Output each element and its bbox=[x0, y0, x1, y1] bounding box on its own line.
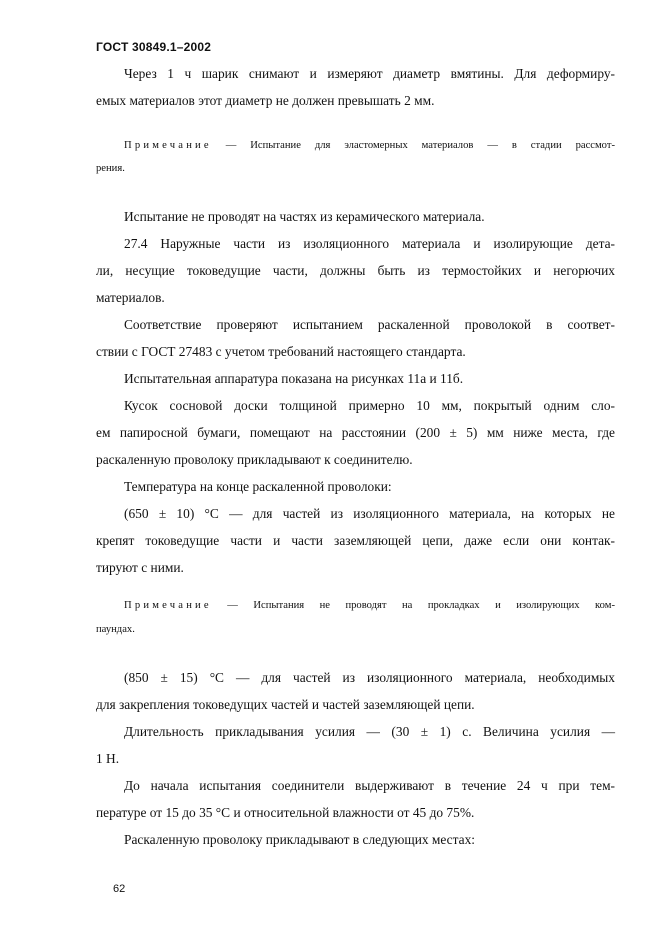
paragraph-line: Раскаленную проволоку прикладывают в следующих местах: bbox=[124, 832, 475, 847]
paragraph-line: Длительность прикладывания усилия — (30 ± 1) с. Величина усилия — bbox=[124, 724, 615, 739]
paragraph-line: Испытание не проводят на частях из керамического материала. bbox=[124, 209, 485, 224]
paragraph-line: пературе от 15 до 35 °С и относительной влажности от 45 до 75%. bbox=[96, 805, 475, 820]
paragraph-line: Температура на конце раскаленной проволоки: bbox=[124, 479, 392, 494]
paragraph-line: ем папиросной бумаги, помещают на расстоянии (200 ± 5) мм ниже места, где bbox=[96, 425, 615, 440]
note-text: — Испытания не проводят на прокладках и изолирующих ком- bbox=[211, 600, 615, 611]
paragraph-line: раскаленную проволоку прикладывают к соединителю. bbox=[96, 452, 413, 467]
paragraph-line: До начала испытания соединители выдерживают в течение 24 ч при тем- bbox=[124, 778, 615, 793]
paragraph-line: крепят токоведущие части и части заземляющей цепи, даже если они контак- bbox=[96, 533, 615, 548]
paragraph-line: 1 Н. bbox=[96, 751, 120, 766]
paragraph-line: Через 1 ч шарик снимают и измеряют диаметр вмятины. Для деформиру- bbox=[124, 66, 615, 81]
note-label: Примечание bbox=[124, 140, 212, 151]
note-line bbox=[124, 141, 615, 152]
note-line: паундах. bbox=[96, 624, 135, 635]
note-label: Примечание bbox=[124, 600, 212, 611]
note-line: рения. bbox=[96, 163, 125, 174]
document-header: ГОСТ 30849.1–2002 bbox=[96, 40, 212, 54]
note-line bbox=[124, 601, 615, 612]
paragraph-line: для закрепления токоведущих частей и частей заземляющей цепи. bbox=[96, 697, 475, 712]
paragraph-line: ствии с ГОСТ 27483 с учетом требований настоящего стандарта. bbox=[96, 344, 466, 359]
note-text: — Испытание для эластомерных материалов — в стадии рассмот- bbox=[211, 140, 615, 151]
paragraph-line: тируют с ними. bbox=[96, 560, 184, 575]
paragraph-line: (850 ± 15) °С — для частей из изоляционного материала, необходимых bbox=[124, 670, 615, 685]
paragraph-line: Испытательная аппаратура показана на рисунках 11а и 11б. bbox=[124, 371, 464, 386]
paragraph-line: Кусок сосновой доски толщиной примерно 10 мм, покрытый одним сло- bbox=[124, 398, 615, 413]
paragraph-line: емых материалов этот диаметр не должен превышать 2 мм. bbox=[96, 93, 435, 108]
paragraph-line: материалов. bbox=[96, 290, 165, 305]
paragraph-line: 27.4 Наружные части из изоляционного материала и изолирующие дета- bbox=[124, 236, 615, 251]
paragraph-line: (650 ± 10) °С — для частей из изоляционного материала, на которых не bbox=[124, 506, 615, 521]
page-number: 62 bbox=[113, 883, 126, 895]
paragraph-line: ли, несущие токоведущие части, должны быть из термостойких и негорючих bbox=[96, 263, 615, 278]
paragraph-line: Соответствие проверяют испытанием раскаленной проволокой в соответ- bbox=[124, 317, 615, 332]
